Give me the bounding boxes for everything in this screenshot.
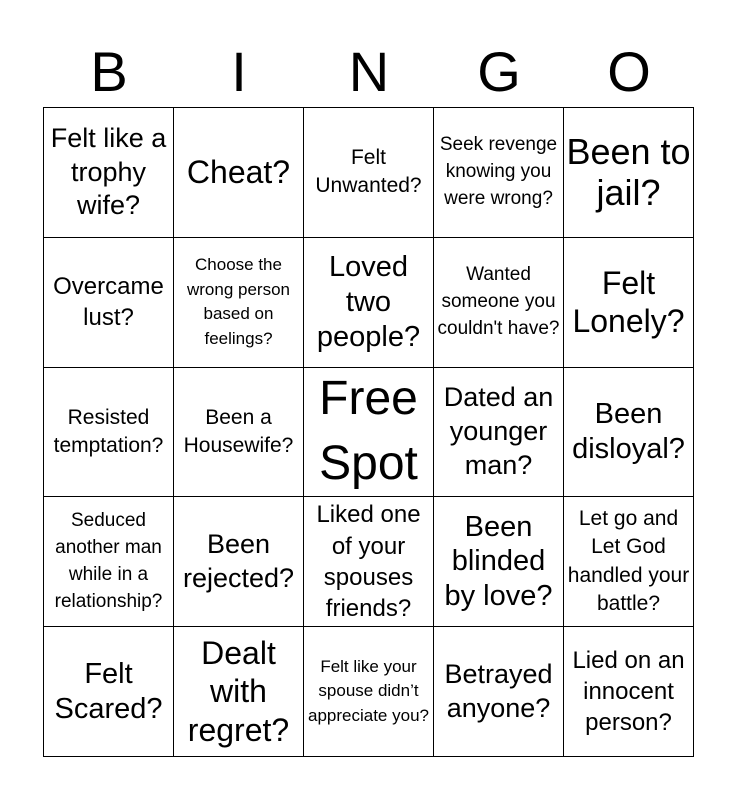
bingo-cell-text: Been rejected?: [182, 529, 295, 593]
bingo-cell[interactable]: [44, 238, 174, 368]
bingo-cell-text: Felt Scared?: [54, 657, 163, 725]
free-spot-text: Free Spot: [319, 372, 418, 490]
bingo-cell[interactable]: [564, 238, 694, 368]
bingo-cell[interactable]: [174, 627, 304, 757]
bingo-cell[interactable]: [564, 497, 694, 627]
bingo-cell-text: Resisted temptation?: [53, 405, 164, 457]
header-letter-i: I: [231, 40, 247, 103]
bingo-cell[interactable]: [434, 108, 564, 238]
bingo-cell-text: Liked one of your spouses friends?: [316, 501, 421, 622]
bingo-cell-text: Dealt with regret?: [187, 635, 290, 748]
bingo-cell-text: Felt like a trophy wife?: [50, 122, 167, 221]
bingo-cell[interactable]: [564, 627, 694, 757]
bingo-cell[interactable]: [564, 108, 694, 238]
bingo-cell[interactable]: [564, 368, 694, 498]
bingo-cell[interactable]: [434, 627, 564, 757]
bingo-board: [43, 107, 694, 757]
bingo-cell-text: Seek revenge knowing you were wrong?: [439, 133, 558, 209]
bingo-cell[interactable]: [174, 368, 304, 498]
bingo-cell[interactable]: [434, 238, 564, 368]
bingo-cell-text: Been to jail?: [566, 130, 691, 214]
bingo-cell-text: Betrayed anyone?: [444, 658, 553, 723]
bingo-cell-text: Overcame lust?: [53, 273, 164, 332]
bingo-cell[interactable]: [304, 497, 434, 627]
bingo-cell-text: Felt Unwanted?: [315, 146, 422, 198]
header-letter-g: G: [477, 40, 521, 103]
bingo-cell-text: Felt Lonely?: [572, 264, 685, 340]
bingo-cell-text: Lied on an innocent person?: [572, 646, 685, 737]
bingo-cell-text: Been disloyal?: [572, 398, 685, 465]
bingo-cell[interactable]: [44, 368, 174, 498]
bingo-cell-text: Seduced another man while in a relationship?: [54, 509, 163, 612]
header-letter-n: N: [348, 40, 390, 103]
free-spot-cell[interactable]: [304, 368, 434, 498]
bingo-cell-text: Been a Housewife?: [183, 405, 294, 457]
bingo-cell[interactable]: [44, 497, 174, 627]
bingo-cell-text: Choose the wrong person based on feelings?: [186, 254, 290, 348]
bingo-cell[interactable]: [304, 238, 434, 368]
bingo-cell-text: Dated an younger man?: [443, 382, 554, 480]
bingo-cell-text: Loved two people?: [316, 251, 421, 353]
bingo-cell-text: Felt like your spouse didn’t appreciate you?: [308, 656, 429, 725]
bingo-cell[interactable]: [174, 238, 304, 368]
bingo-cell[interactable]: [434, 497, 564, 627]
bingo-cell-text: Wanted someone you couldn't have?: [437, 263, 560, 339]
bingo-cell[interactable]: [434, 368, 564, 498]
bingo-header: [44, 38, 694, 106]
bingo-cell-text: Been blinded by love?: [444, 510, 553, 613]
bingo-cell[interactable]: [304, 627, 434, 757]
bingo-cell[interactable]: [44, 627, 174, 757]
bingo-cell[interactable]: [304, 108, 434, 238]
header-letter-b: B: [90, 40, 128, 103]
bingo-cell[interactable]: [44, 108, 174, 238]
bingo-cell-text: Let go and Let God handled your battle?: [567, 507, 690, 616]
bingo-cell[interactable]: [174, 108, 304, 238]
header-letter-o: O: [607, 40, 651, 103]
bingo-cell-text: Cheat?: [186, 154, 291, 191]
bingo-cell[interactable]: [174, 497, 304, 627]
